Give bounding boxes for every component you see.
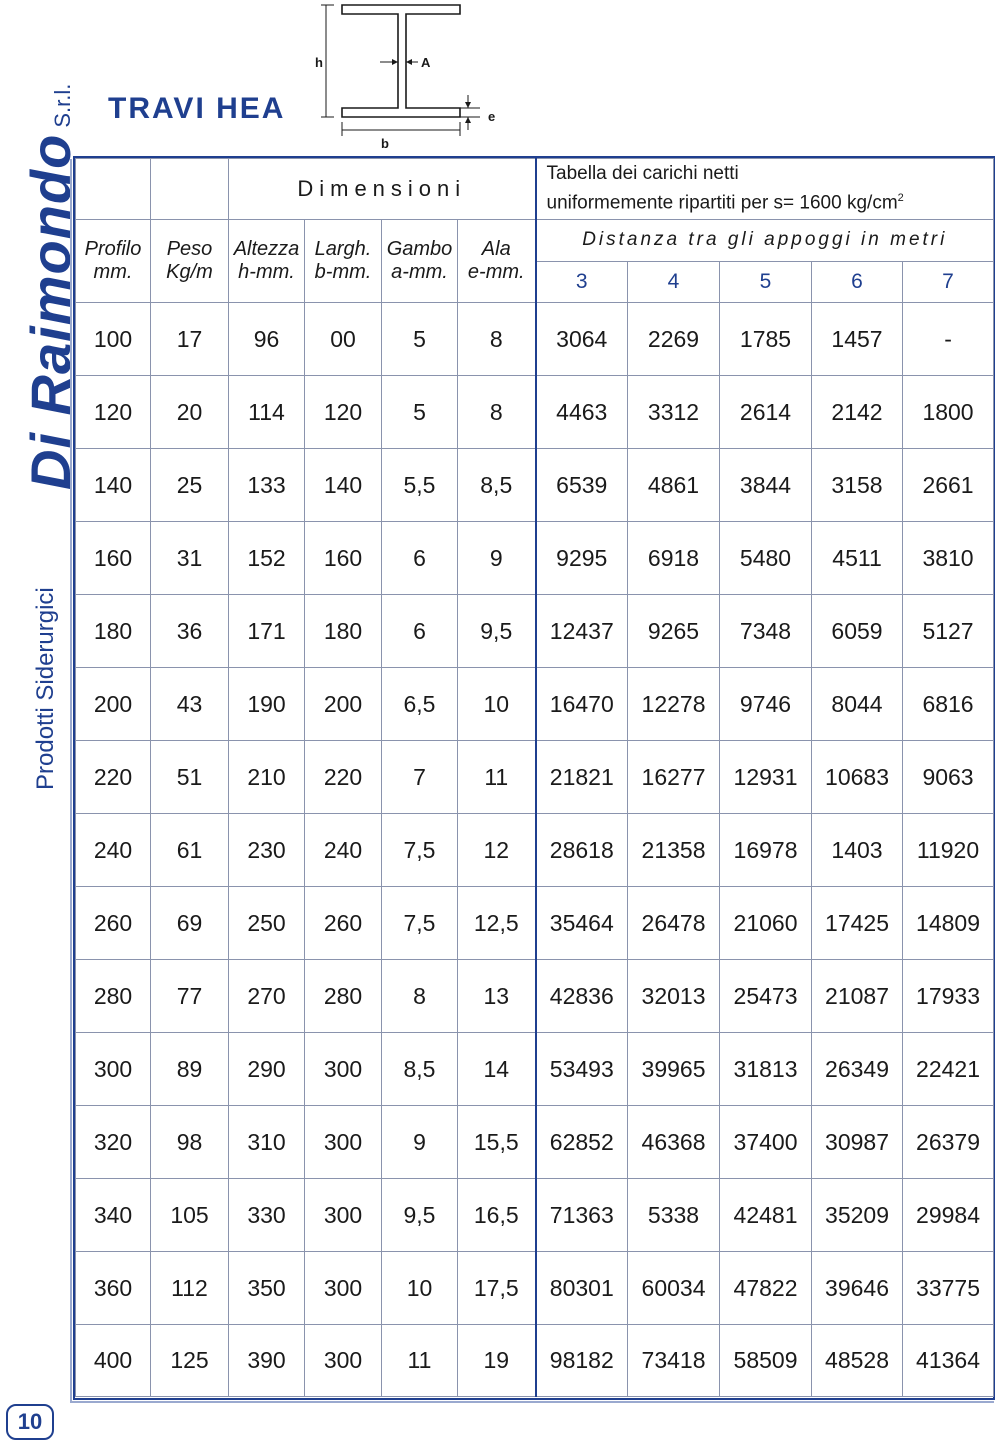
table-cell: 6816 — [903, 668, 994, 741]
table-cell: 7,5 — [382, 887, 458, 960]
table-row — [76, 376, 994, 449]
table-cell: 9265 — [628, 595, 720, 668]
table-cell: 39965 — [628, 1033, 720, 1106]
table-cell: 12 — [458, 814, 536, 887]
table-cell: 11 — [458, 741, 536, 814]
table-cell: 2661 — [903, 449, 994, 522]
page-title: TRAVI HEA — [108, 92, 286, 125]
table-cell: 180 — [305, 595, 382, 668]
table-cell: 120 — [76, 376, 151, 449]
table-cell: 12437 — [536, 595, 628, 668]
table-cell: 1403 — [812, 814, 903, 887]
table-cell: 21087 — [812, 960, 903, 1033]
table-cell: 210 — [229, 741, 305, 814]
table-cell: 6 — [382, 522, 458, 595]
label-a: A — [421, 55, 431, 70]
table-row — [76, 814, 994, 887]
table-cell: 190 — [229, 668, 305, 741]
table-cell: 9063 — [903, 741, 994, 814]
beam-diagram — [310, 0, 510, 155]
table-cell: 17,5 — [458, 1252, 536, 1325]
table-cell: 114 — [229, 376, 305, 449]
table-cell: 00 — [305, 303, 382, 376]
table-cell: 22421 — [903, 1033, 994, 1106]
table-cell: 200 — [305, 668, 382, 741]
table-cell: 53493 — [536, 1033, 628, 1106]
label-b: b — [381, 136, 389, 151]
table-body — [76, 303, 994, 1397]
side-branding — [2, 83, 82, 810]
table-cell: 2269 — [628, 303, 720, 376]
table-cell: 30987 — [812, 1106, 903, 1179]
table-row — [76, 1179, 994, 1252]
table-cell: 5127 — [903, 595, 994, 668]
col-header-larghezza: Largh. b-mm. — [305, 220, 382, 303]
table-cell: 1457 — [812, 303, 903, 376]
table-cell: 21060 — [720, 887, 812, 960]
i-beam-shape — [342, 5, 460, 117]
table-cell: 120 — [305, 376, 382, 449]
brand-suffix: S.r.l. — [50, 83, 75, 128]
table-cell: 6,5 — [382, 668, 458, 741]
table-cell: 3844 — [720, 449, 812, 522]
col-header-ala: Ala e-mm. — [458, 220, 536, 303]
table-cell: 230 — [229, 814, 305, 887]
table-cell: 2614 — [720, 376, 812, 449]
table-cell: 14809 — [903, 887, 994, 960]
table-cell: 32013 — [628, 960, 720, 1033]
table-cell: 4463 — [536, 376, 628, 449]
load-table-header — [536, 159, 994, 220]
table-cell: 125 — [151, 1325, 229, 1397]
table-row — [76, 595, 994, 668]
table-cell: 3064 — [536, 303, 628, 376]
table-cell: 73418 — [628, 1325, 720, 1397]
table-cell: 28618 — [536, 814, 628, 887]
table-cell: 17933 — [903, 960, 994, 1033]
table-cell: 17 — [151, 303, 229, 376]
table-cell: 16470 — [536, 668, 628, 741]
distance-5: 5 — [720, 261, 812, 303]
table-cell: 58509 — [720, 1325, 812, 1397]
table-cell: 46368 — [628, 1106, 720, 1179]
table-cell: 10 — [458, 668, 536, 741]
table-cell: 12931 — [720, 741, 812, 814]
table-cell: 17425 — [812, 887, 903, 960]
table-cell: 98182 — [536, 1325, 628, 1397]
table-cell: 42836 — [536, 960, 628, 1033]
table-row — [76, 449, 994, 522]
table-row — [76, 668, 994, 741]
table-cell: 15,5 — [458, 1106, 536, 1179]
table-cell: 1800 — [903, 376, 994, 449]
table-cell: 330 — [229, 1179, 305, 1252]
table-cell: 21821 — [536, 741, 628, 814]
table-cell: 5480 — [720, 522, 812, 595]
table-row — [76, 1325, 994, 1397]
table-cell: 171 — [229, 595, 305, 668]
table-cell: 300 — [305, 1033, 382, 1106]
brand-tagline: Prodotti Siderurgici — [32, 587, 59, 790]
distance-7: 7 — [903, 261, 994, 303]
table-cell: 16978 — [720, 814, 812, 887]
table-cell: 200 — [76, 668, 151, 741]
table-cell: 260 — [76, 887, 151, 960]
table-cell: 270 — [229, 960, 305, 1033]
table-cell: 6539 — [536, 449, 628, 522]
dimensions-header: Dimensioni — [229, 159, 536, 220]
table-cell: 89 — [151, 1033, 229, 1106]
table-row — [76, 887, 994, 960]
table-cell: 9295 — [536, 522, 628, 595]
table-cell: 41364 — [903, 1325, 994, 1397]
table-cell: 240 — [76, 814, 151, 887]
table-cell: 9,5 — [382, 1179, 458, 1252]
table-cell: 4861 — [628, 449, 720, 522]
table-cell: 320 — [76, 1106, 151, 1179]
table-cell: 25473 — [720, 960, 812, 1033]
table-cell: 5338 — [628, 1179, 720, 1252]
table-cell: 11 — [382, 1325, 458, 1397]
table-cell: 220 — [305, 741, 382, 814]
table-cell: 220 — [76, 741, 151, 814]
table-cell: 340 — [76, 1179, 151, 1252]
table-cell: 7,5 — [382, 814, 458, 887]
table-cell: 60034 — [628, 1252, 720, 1325]
table-cell: 300 — [305, 1179, 382, 1252]
table-cell: 2142 — [812, 376, 903, 449]
table-cell: 3312 — [628, 376, 720, 449]
hea-table-frame — [73, 156, 995, 1400]
table-cell: 48528 — [812, 1325, 903, 1397]
table-cell: 112 — [151, 1252, 229, 1325]
table-cell: 260 — [305, 887, 382, 960]
load-header-sup: 2 — [897, 192, 904, 205]
table-cell: 8,5 — [382, 1033, 458, 1106]
distance-6: 6 — [812, 261, 903, 303]
table-cell: 300 — [76, 1033, 151, 1106]
table-cell: 6 — [382, 595, 458, 668]
table-cell: 4511 — [812, 522, 903, 595]
table-cell: 33775 — [903, 1252, 994, 1325]
table-cell: 6918 — [628, 522, 720, 595]
table-cell: 37400 — [720, 1106, 812, 1179]
table-cell: 133 — [229, 449, 305, 522]
table-cell: 21358 — [628, 814, 720, 887]
label-e: e — [488, 109, 496, 124]
table-cell: 47822 — [720, 1252, 812, 1325]
table-cell: 10683 — [812, 741, 903, 814]
table-cell: 14 — [458, 1033, 536, 1106]
table-cell: 140 — [76, 449, 151, 522]
col-header-gambo: Gambo a-mm. — [382, 220, 458, 303]
table-cell: 26379 — [903, 1106, 994, 1179]
table-cell: 300 — [305, 1252, 382, 1325]
distance-header: Distanza tra gli appoggi in metri — [536, 220, 994, 262]
table-cell: 350 — [229, 1252, 305, 1325]
table-cell: 9 — [382, 1106, 458, 1179]
table-cell: 61 — [151, 814, 229, 887]
brand-name: Di Raimondo — [19, 133, 82, 490]
table-cell: 71363 — [536, 1179, 628, 1252]
table-cell: 26478 — [628, 887, 720, 960]
table-cell: 5 — [382, 376, 458, 449]
table-row — [76, 1106, 994, 1179]
table-cell: 16,5 — [458, 1179, 536, 1252]
col-header-profilo: Profilo mm. — [76, 220, 151, 303]
table-cell: 31813 — [720, 1033, 812, 1106]
table-cell: 8,5 — [458, 449, 536, 522]
table-cell: 10 — [382, 1252, 458, 1325]
table-cell: 77 — [151, 960, 229, 1033]
table-cell: 390 — [229, 1325, 305, 1397]
table-cell: 160 — [76, 522, 151, 595]
table-cell: 160 — [305, 522, 382, 595]
table-cell: 31 — [151, 522, 229, 595]
table-cell: 39646 — [812, 1252, 903, 1325]
distance-4: 4 — [628, 261, 720, 303]
col-header-altezza: Altezza h-mm. — [229, 220, 305, 303]
table-cell: 3810 — [903, 522, 994, 595]
table-cell: 290 — [229, 1033, 305, 1106]
table-cell: 310 — [229, 1106, 305, 1179]
table-cell: 12278 — [628, 668, 720, 741]
table-cell: 26349 — [812, 1033, 903, 1106]
table-cell: 100 — [76, 303, 151, 376]
table-cell: 25 — [151, 449, 229, 522]
table-row — [76, 960, 994, 1033]
table-row — [76, 1252, 994, 1325]
table-row — [76, 522, 994, 595]
table-cell: 1785 — [720, 303, 812, 376]
table-cell: 6059 — [812, 595, 903, 668]
table-cell: 105 — [151, 1179, 229, 1252]
table-cell: 62852 — [536, 1106, 628, 1179]
table-cell: 8044 — [812, 668, 903, 741]
table-cell: 16277 — [628, 741, 720, 814]
load-header-line1: Tabella dei carichi netti — [546, 163, 739, 185]
table-cell: 19 — [458, 1325, 536, 1397]
col-header-peso: Peso Kg/m — [151, 220, 229, 303]
table-cell: 300 — [305, 1325, 382, 1397]
table-cell: 400 — [76, 1325, 151, 1397]
table-cell: 7348 — [720, 595, 812, 668]
table-cell: 98 — [151, 1106, 229, 1179]
table-cell: 69 — [151, 887, 229, 960]
table-cell: 8 — [382, 960, 458, 1033]
table-cell: 280 — [76, 960, 151, 1033]
table-row — [76, 1033, 994, 1106]
table-cell: 96 — [229, 303, 305, 376]
table-cell: 3158 — [812, 449, 903, 522]
table-cell: 20 — [151, 376, 229, 449]
table-cell: 36 — [151, 595, 229, 668]
table-cell: 280 — [305, 960, 382, 1033]
table-cell: 51 — [151, 741, 229, 814]
table-cell: 35209 — [812, 1179, 903, 1252]
table-cell: 300 — [305, 1106, 382, 1179]
table-cell: 240 — [305, 814, 382, 887]
load-header-line2: uniformemente ripartiti per s= 1600 kg/cm — [546, 192, 898, 214]
table-cell: 35464 — [536, 887, 628, 960]
table-row — [76, 303, 994, 376]
table-cell: 29984 — [903, 1179, 994, 1252]
table-cell: 11920 — [903, 814, 994, 887]
table-cell: 9,5 — [458, 595, 536, 668]
table-cell: 8 — [458, 376, 536, 449]
table-cell: 180 — [76, 595, 151, 668]
table-cell: 12,5 — [458, 887, 536, 960]
table-cell: 5,5 — [382, 449, 458, 522]
table-cell: 42481 — [720, 1179, 812, 1252]
page-number: 10 — [6, 1404, 54, 1440]
table-cell: 43 — [151, 668, 229, 741]
table-cell: 152 — [229, 522, 305, 595]
table-cell: 7 — [382, 741, 458, 814]
table-cell: 360 — [76, 1252, 151, 1325]
label-h: h — [315, 55, 323, 70]
table-cell: 13 — [458, 960, 536, 1033]
table-row — [76, 741, 994, 814]
table-cell: 250 — [229, 887, 305, 960]
table-cell: 140 — [305, 449, 382, 522]
table-cell: 5 — [382, 303, 458, 376]
hea-table — [75, 158, 994, 1397]
table-cell: 9 — [458, 522, 536, 595]
table-cell: - — [903, 303, 994, 376]
table-cell: 80301 — [536, 1252, 628, 1325]
table-cell: 9746 — [720, 668, 812, 741]
distance-3: 3 — [536, 261, 628, 303]
table-cell: 8 — [458, 303, 536, 376]
